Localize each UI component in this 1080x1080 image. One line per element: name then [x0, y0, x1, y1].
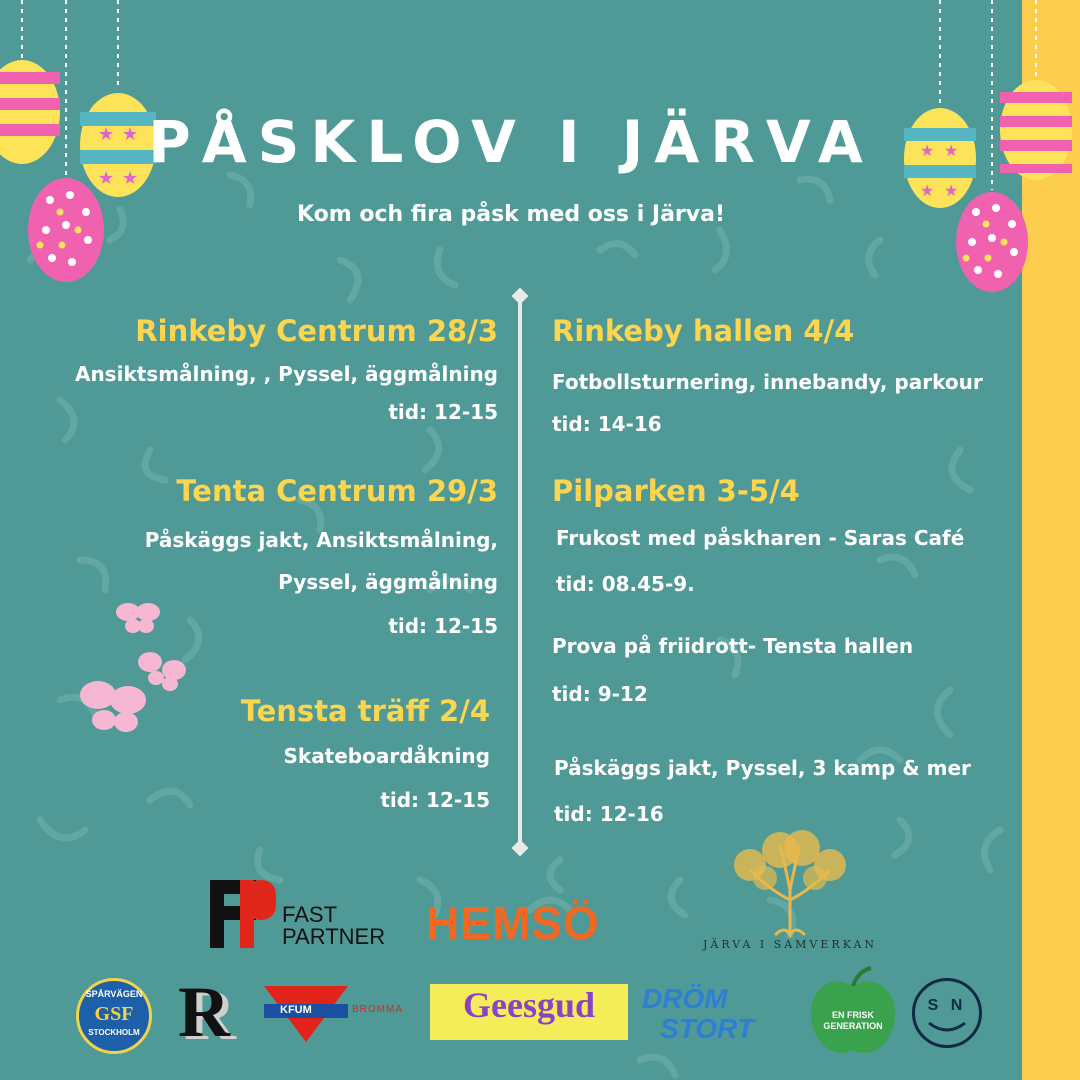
- event-place: Tensta träff 2/4: [240, 694, 490, 728]
- svg-text:★: ★: [98, 124, 115, 145]
- svg-text:★: ★: [122, 168, 139, 189]
- svg-text:★: ★: [944, 141, 959, 160]
- geesgud-logo: Geesgud: [430, 984, 628, 1040]
- svg-text:★: ★: [944, 181, 959, 200]
- event-activities: Frukost med påskharen - Saras Café: [556, 526, 965, 550]
- event-activities: Påskäggs jakt, Ansiktsmålning,: [144, 528, 498, 552]
- event-activities: Fotbollsturnering, innebandy, parkour: [552, 370, 983, 394]
- poster-title: PÅSKLOV I JÄRVA: [148, 108, 874, 176]
- event-time: tid: 08.45-9.: [556, 572, 695, 596]
- event-activities: Skateboardåkning: [283, 744, 490, 768]
- kfum-text: KFUM: [280, 1004, 312, 1016]
- fastpartner-text-1: FAST: [282, 902, 338, 927]
- event-time: tid: 9-12: [552, 682, 648, 706]
- event-time: tid: 14-16: [552, 412, 662, 436]
- tree-icon: [680, 830, 900, 940]
- sn-text: S N: [927, 997, 967, 1014]
- poster-subtitle: Kom och fira påsk med oss i Järva!: [297, 202, 725, 227]
- sn-logo: [912, 978, 982, 1048]
- jarva-samverkan-logo: [680, 830, 900, 960]
- butterfly-icon: [80, 681, 146, 732]
- dromstort-text-1: DRÖM: [642, 983, 728, 1014]
- kfum-city-text: BROMMA: [352, 1004, 403, 1015]
- event-activities: Prova på friidrott- Tensta hallen: [552, 634, 914, 658]
- frisk-text-2: GENERATION: [823, 1021, 883, 1031]
- center-divider: [518, 300, 522, 846]
- easter-egg-icon: [28, 178, 104, 282]
- r-logo: R: [178, 972, 230, 1052]
- event-activities: Ansiktsmålning, , Pyssel, äggmålning: [74, 362, 498, 386]
- event-place: Pilparken 3-5/4: [552, 474, 800, 508]
- gsf-top-text: SPÅRVÄGEN: [85, 989, 143, 999]
- gsf-mid-text: GSF: [94, 1003, 134, 1025]
- gsf-logo: [76, 978, 152, 1054]
- svg-text:★: ★: [920, 141, 935, 160]
- event-time: tid: 12-15: [380, 788, 490, 812]
- svg-text:★: ★: [920, 181, 935, 200]
- event-activities: Påskäggs jakt, Pyssel, 3 kamp & mer: [554, 756, 971, 780]
- event-place: Rinkeby Centrum 28/3: [135, 314, 498, 348]
- event-activities: Pyssel, äggmålning: [278, 570, 498, 594]
- jarva-samverkan-text: JÄRVA I SAMVERKAN: [702, 938, 878, 951]
- frisk-generation-logo: [806, 966, 900, 1060]
- svg-text:★: ★: [98, 168, 115, 189]
- gsf-bottom-text: STOCKHOLM: [88, 1028, 140, 1037]
- frisk-text-1: EN FRISK: [831, 1010, 874, 1020]
- butterfly-icon: [116, 603, 160, 633]
- fastpartner-logo: [210, 880, 400, 950]
- event-time: tid: 12-16: [554, 802, 664, 826]
- event-time: tid: 12-15: [388, 614, 498, 638]
- event-place: Tenta Centrum 29/3: [176, 474, 498, 508]
- dromstort-text-2: STORT: [660, 1013, 754, 1044]
- dromstort-logo: [642, 984, 782, 1050]
- event-time: tid: 12-15: [388, 400, 498, 424]
- smile-icon: [927, 1021, 967, 1033]
- event-place: Rinkeby hallen 4/4: [552, 314, 855, 348]
- butterfly-icon: [138, 652, 186, 691]
- fastpartner-mark-icon: [210, 880, 276, 948]
- hemso-logo: HEMSÖ: [426, 897, 600, 949]
- svg-text:★: ★: [122, 124, 139, 145]
- fastpartner-text-2: PARTNER: [282, 924, 386, 949]
- kfum-logo: [264, 986, 424, 1046]
